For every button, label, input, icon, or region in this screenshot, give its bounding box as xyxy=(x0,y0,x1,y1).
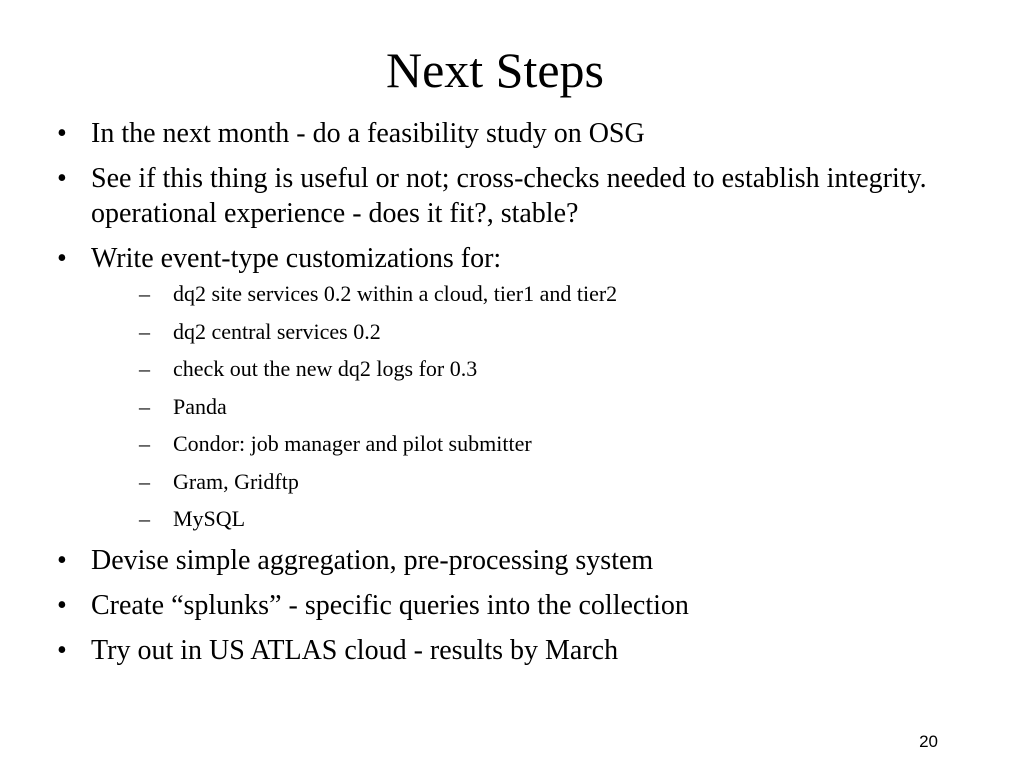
bullet-marker: • xyxy=(57,163,67,194)
sub-bullet-marker: – xyxy=(139,356,150,381)
bullet-marker: • xyxy=(57,635,67,666)
sub-bullet-list xyxy=(91,280,955,533)
sub-bullet-item xyxy=(91,280,955,308)
bullet-item xyxy=(55,116,955,151)
sub-bullet-text: MySQL xyxy=(173,506,246,531)
sub-bullet-marker: – xyxy=(139,318,150,344)
sub-bullet-text: Condor: job manager and pilot submitter xyxy=(173,431,532,456)
sub-bullet-text: dq2 site services 0.2 within a cloud, tier1 and tier2 xyxy=(173,281,618,306)
bullet-text: Devise simple aggregation, pre-processing system xyxy=(91,545,654,576)
sub-bullet-item xyxy=(91,318,955,346)
sub-bullet-item xyxy=(91,430,955,458)
sub-bullet-item xyxy=(91,355,955,383)
bullet-marker: • xyxy=(57,590,67,621)
bullet-marker: • xyxy=(57,545,67,576)
sub-bullet-item xyxy=(91,505,955,533)
bullet-text: Try out in US ATLAS cloud - results by March xyxy=(91,635,619,666)
bullet-marker: • xyxy=(57,243,67,274)
bullet-marker: • xyxy=(57,118,67,149)
bullet-item xyxy=(55,588,955,623)
sub-bullet-text: dq2 central services 0.2 xyxy=(173,318,381,344)
page-number: 20 xyxy=(919,732,938,751)
bullet-text: Write event-type customizations for: xyxy=(91,243,502,274)
sub-bullet-item xyxy=(91,468,955,496)
sub-bullet-marker: – xyxy=(139,281,150,306)
bullet-text: In the next month - do a feasibility study on OSG xyxy=(91,118,645,149)
sub-bullet-text: check out the new dq2 logs for 0.3 xyxy=(173,356,478,381)
sub-bullet-marker: – xyxy=(139,506,150,531)
sub-bullet-item xyxy=(91,393,955,421)
sub-bullet-marker: – xyxy=(139,431,150,456)
bullet-item xyxy=(55,633,955,668)
sub-bullet-text: Gram, Gridftp xyxy=(173,468,299,494)
bullet-text: See if this thing is useful or not; cross-checks needed to establish integrity. operational experience - does it fit?, stable? xyxy=(91,163,927,229)
bullet-item xyxy=(55,543,955,578)
bullet-item xyxy=(55,161,955,231)
bullet-text: Create “splunks” - specific queries into the collection xyxy=(91,590,689,621)
bullet-list xyxy=(55,116,955,678)
slide-title: Next Steps xyxy=(385,42,605,98)
sub-bullet-text: Panda xyxy=(173,393,227,419)
bullet-item xyxy=(55,241,955,533)
sub-bullet-marker: – xyxy=(139,468,150,494)
sub-bullet-marker: – xyxy=(139,393,150,419)
